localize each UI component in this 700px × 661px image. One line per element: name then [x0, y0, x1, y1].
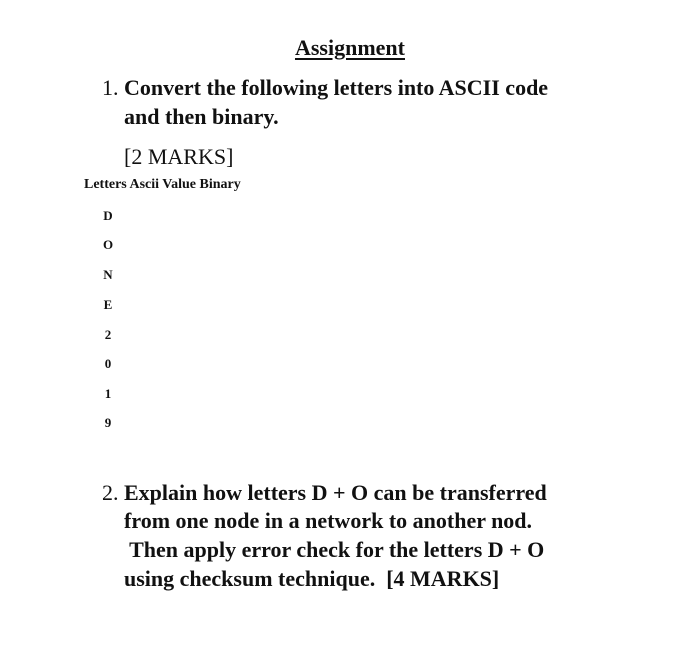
question-2-line-4: using checksum technique. [4 MARKS]	[124, 566, 500, 591]
question-2-line-2: from one node in a network to another nod.	[124, 508, 533, 533]
table-header: Letters Ascii Value Binary	[84, 177, 241, 192]
letter-d: D	[103, 208, 113, 223]
question-1-line-2: and then binary.	[124, 104, 279, 129]
question-1-number: 1.	[102, 75, 119, 100]
question-2-line-3: Then apply error check for the letters D + O	[124, 537, 545, 562]
digit-9: 9	[104, 415, 112, 430]
question-2-number: 2.	[102, 480, 119, 505]
question-2-line-1: Explain how letters D + O can be transferred	[124, 480, 547, 505]
letter-e: E	[103, 297, 113, 312]
digit-0: 0	[104, 356, 112, 371]
letter-o: O	[102, 237, 114, 252]
letter-n: N	[103, 267, 113, 282]
document-title: Assignment	[294, 35, 405, 60]
question-1-line-1: Convert the following letters into ASCII code	[124, 75, 549, 100]
digit-2: 2	[104, 327, 112, 342]
digit-1: 1	[104, 386, 112, 401]
question-1-marks: [2 MARKS]	[124, 144, 234, 169]
